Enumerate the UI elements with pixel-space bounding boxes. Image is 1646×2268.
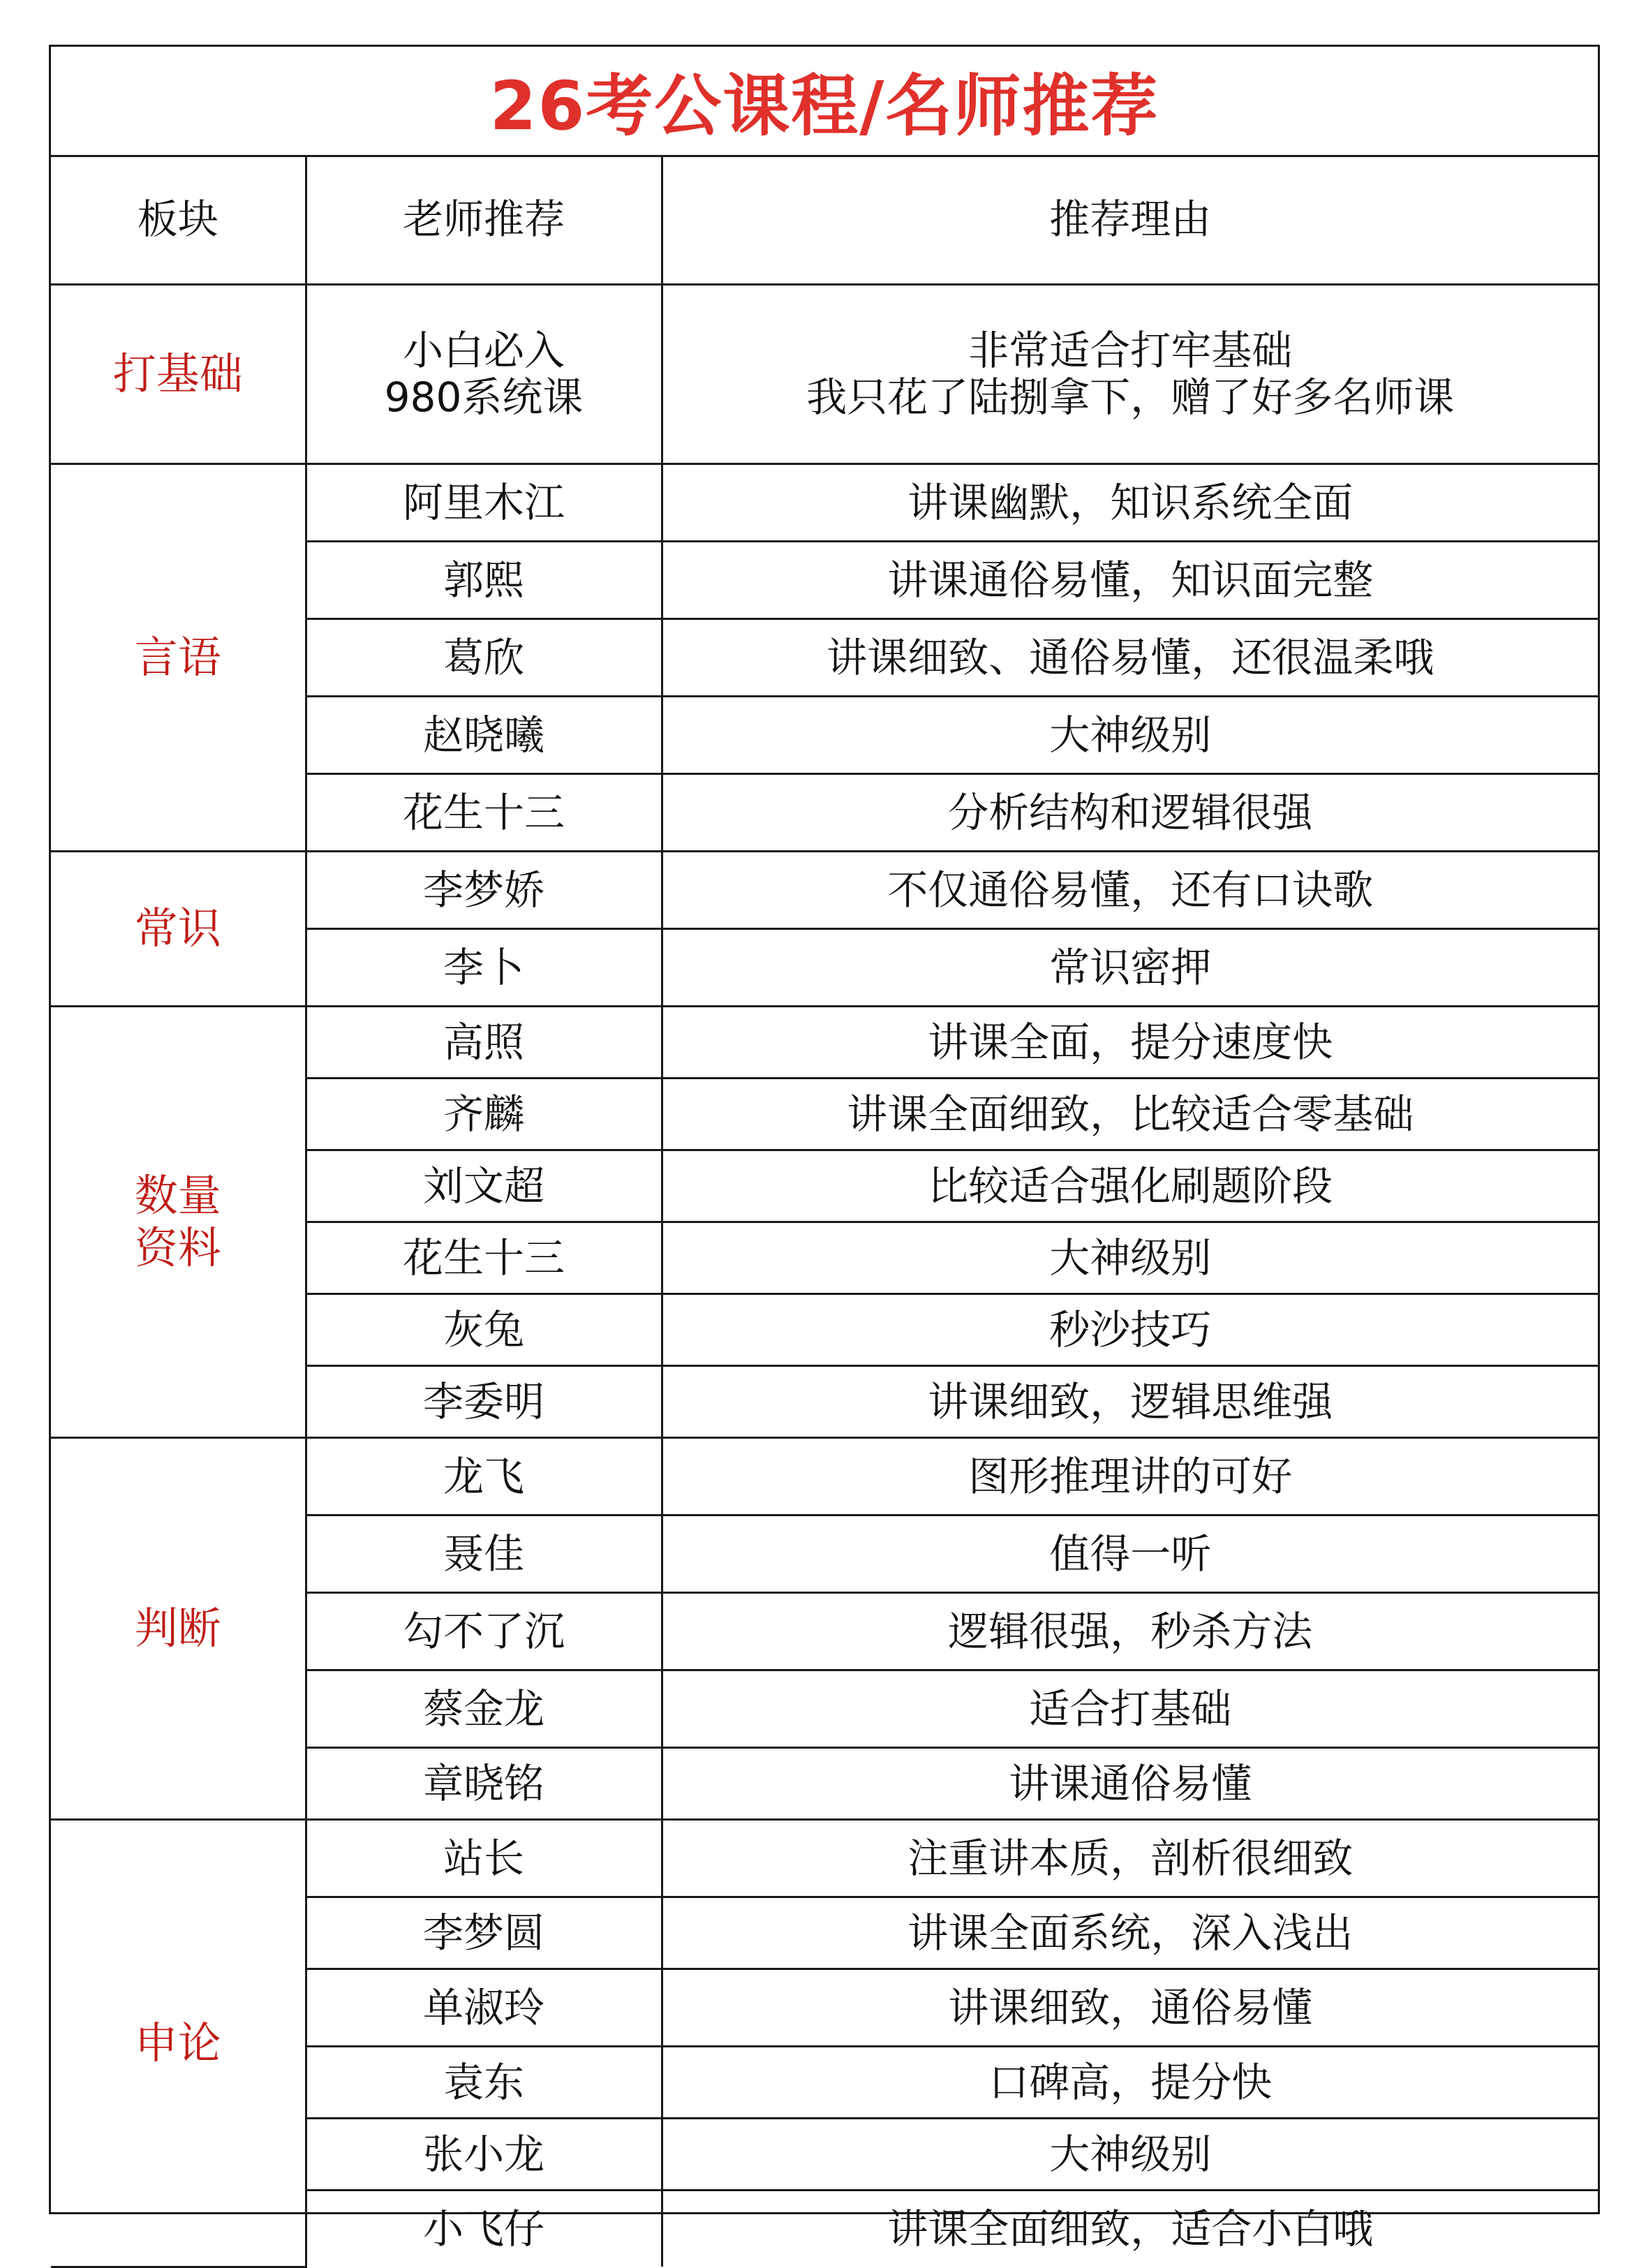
teacher-cell: 李委明 bbox=[306, 1366, 662, 1438]
teacher-cell: 张小龙 bbox=[306, 2119, 662, 2191]
reason-cell: 口碑高，提分快 bbox=[662, 2047, 1598, 2119]
reason-cell: 值得一听 bbox=[662, 1515, 1598, 1593]
table-row bbox=[51, 464, 1598, 542]
reason-cell: 讲课全面细致，比较适合零基础 bbox=[662, 1079, 1598, 1150]
reason-cell: 讲课全面细致，适合小白哦 bbox=[662, 2191, 1598, 2267]
reason-cell: 讲课通俗易懂 bbox=[662, 1748, 1598, 1820]
table-row bbox=[51, 1007, 1598, 1079]
header-section: 板块 bbox=[51, 155, 306, 285]
reason-cell: 讲课通俗易懂，知识面完整 bbox=[662, 542, 1598, 619]
reason-line: 非常适合打牢基础 bbox=[968, 327, 1293, 375]
section-name: 打基础 bbox=[51, 285, 306, 464]
reason-cell: 适合打基础 bbox=[662, 1670, 1598, 1748]
section-name: 常识 bbox=[51, 852, 306, 1007]
teacher-cell: 高照 bbox=[306, 1007, 662, 1079]
reason-cell: 讲课全面系统，深入浅出 bbox=[662, 1897, 1598, 1969]
teacher-cell: 李梦娇 bbox=[306, 852, 662, 929]
reason-cell: 讲课细致、通俗易懂，还很温柔哦 bbox=[662, 619, 1598, 697]
section-name: 言语 bbox=[51, 464, 306, 852]
teacher-cell bbox=[306, 285, 662, 464]
teacher-cell: 袁东 bbox=[306, 2047, 662, 2119]
table-header-row bbox=[51, 155, 1598, 285]
reason-cell: 分析结构和逻辑很强 bbox=[662, 774, 1598, 852]
teacher-cell: 李卜 bbox=[306, 929, 662, 1007]
section-name-line: 资料 bbox=[134, 1222, 221, 1273]
teacher-line: 小白必入 bbox=[402, 327, 565, 375]
teacher-cell: 蔡金龙 bbox=[306, 1670, 662, 1748]
table-row bbox=[51, 1820, 1598, 1897]
teacher-cell: 李梦圆 bbox=[306, 1897, 662, 1969]
header-reason: 推荐理由 bbox=[662, 155, 1598, 285]
teacher-line: 980系统课 bbox=[384, 373, 584, 421]
section-name: 申论 bbox=[51, 1820, 306, 2267]
reason-cell: 秒沙技巧 bbox=[662, 1294, 1598, 1366]
reason-cell: 讲课细致，逻辑思维强 bbox=[662, 1366, 1598, 1438]
table-row bbox=[51, 1438, 1598, 1515]
teacher-cell: 赵晓曦 bbox=[306, 697, 662, 774]
teacher-cell: 勾不了沉 bbox=[306, 1593, 662, 1670]
header-teacher: 老师推荐 bbox=[306, 155, 662, 285]
teacher-cell: 小飞仔 bbox=[306, 2191, 662, 2267]
reason-cell: 图形推理讲的可好 bbox=[662, 1438, 1598, 1515]
teacher-cell: 站长 bbox=[306, 1820, 662, 1897]
teacher-cell: 齐麟 bbox=[306, 1079, 662, 1150]
reason-line: 我只花了陆捌拿下，赠了好多名师课 bbox=[806, 373, 1455, 421]
teacher-cell: 郭熙 bbox=[306, 542, 662, 619]
reason-cell: 讲课全面，提分速度快 bbox=[662, 1007, 1598, 1079]
reason-cell: 讲课幽默，知识系统全面 bbox=[662, 464, 1598, 542]
page-title: 26考公课程/名师推荐 bbox=[51, 47, 1598, 157]
section-name-line: 数量 bbox=[134, 1170, 221, 1222]
teacher-cell: 葛欣 bbox=[306, 619, 662, 697]
table-row bbox=[51, 852, 1598, 929]
reason-cell: 大神级别 bbox=[662, 2119, 1598, 2191]
teacher-cell: 阿里木江 bbox=[306, 464, 662, 542]
reason-cell: 注重讲本质，剖析很细致 bbox=[662, 1820, 1598, 1897]
recommendation-sheet bbox=[49, 45, 1600, 2253]
teacher-cell: 花生十三 bbox=[306, 774, 662, 852]
section-name bbox=[51, 1007, 306, 1438]
reason-cell: 逻辑很强，秒杀方法 bbox=[662, 1593, 1598, 1670]
teacher-cell: 聂佳 bbox=[306, 1515, 662, 1593]
section-name: 判断 bbox=[51, 1438, 306, 1820]
table-row bbox=[51, 285, 1598, 464]
teacher-cell: 灰兔 bbox=[306, 1294, 662, 1366]
teacher-table bbox=[51, 155, 1598, 2268]
reason-cell: 比较适合强化刷题阶段 bbox=[662, 1150, 1598, 1222]
reason-cell: 讲课细致，通俗易懂 bbox=[662, 1969, 1598, 2047]
reason-cell: 大神级别 bbox=[662, 697, 1598, 774]
reason-cell: 常识密押 bbox=[662, 929, 1598, 1007]
teacher-cell: 单淑玲 bbox=[306, 1969, 662, 2047]
teacher-cell: 章晓铭 bbox=[306, 1748, 662, 1820]
reason-cell: 不仅通俗易懂，还有口诀歌 bbox=[662, 852, 1598, 929]
teacher-cell: 刘文超 bbox=[306, 1150, 662, 1222]
teacher-cell: 龙飞 bbox=[306, 1438, 662, 1515]
reason-cell: 大神级别 bbox=[662, 1222, 1598, 1294]
teacher-cell: 花生十三 bbox=[306, 1222, 662, 1294]
reason-cell bbox=[662, 285, 1598, 464]
